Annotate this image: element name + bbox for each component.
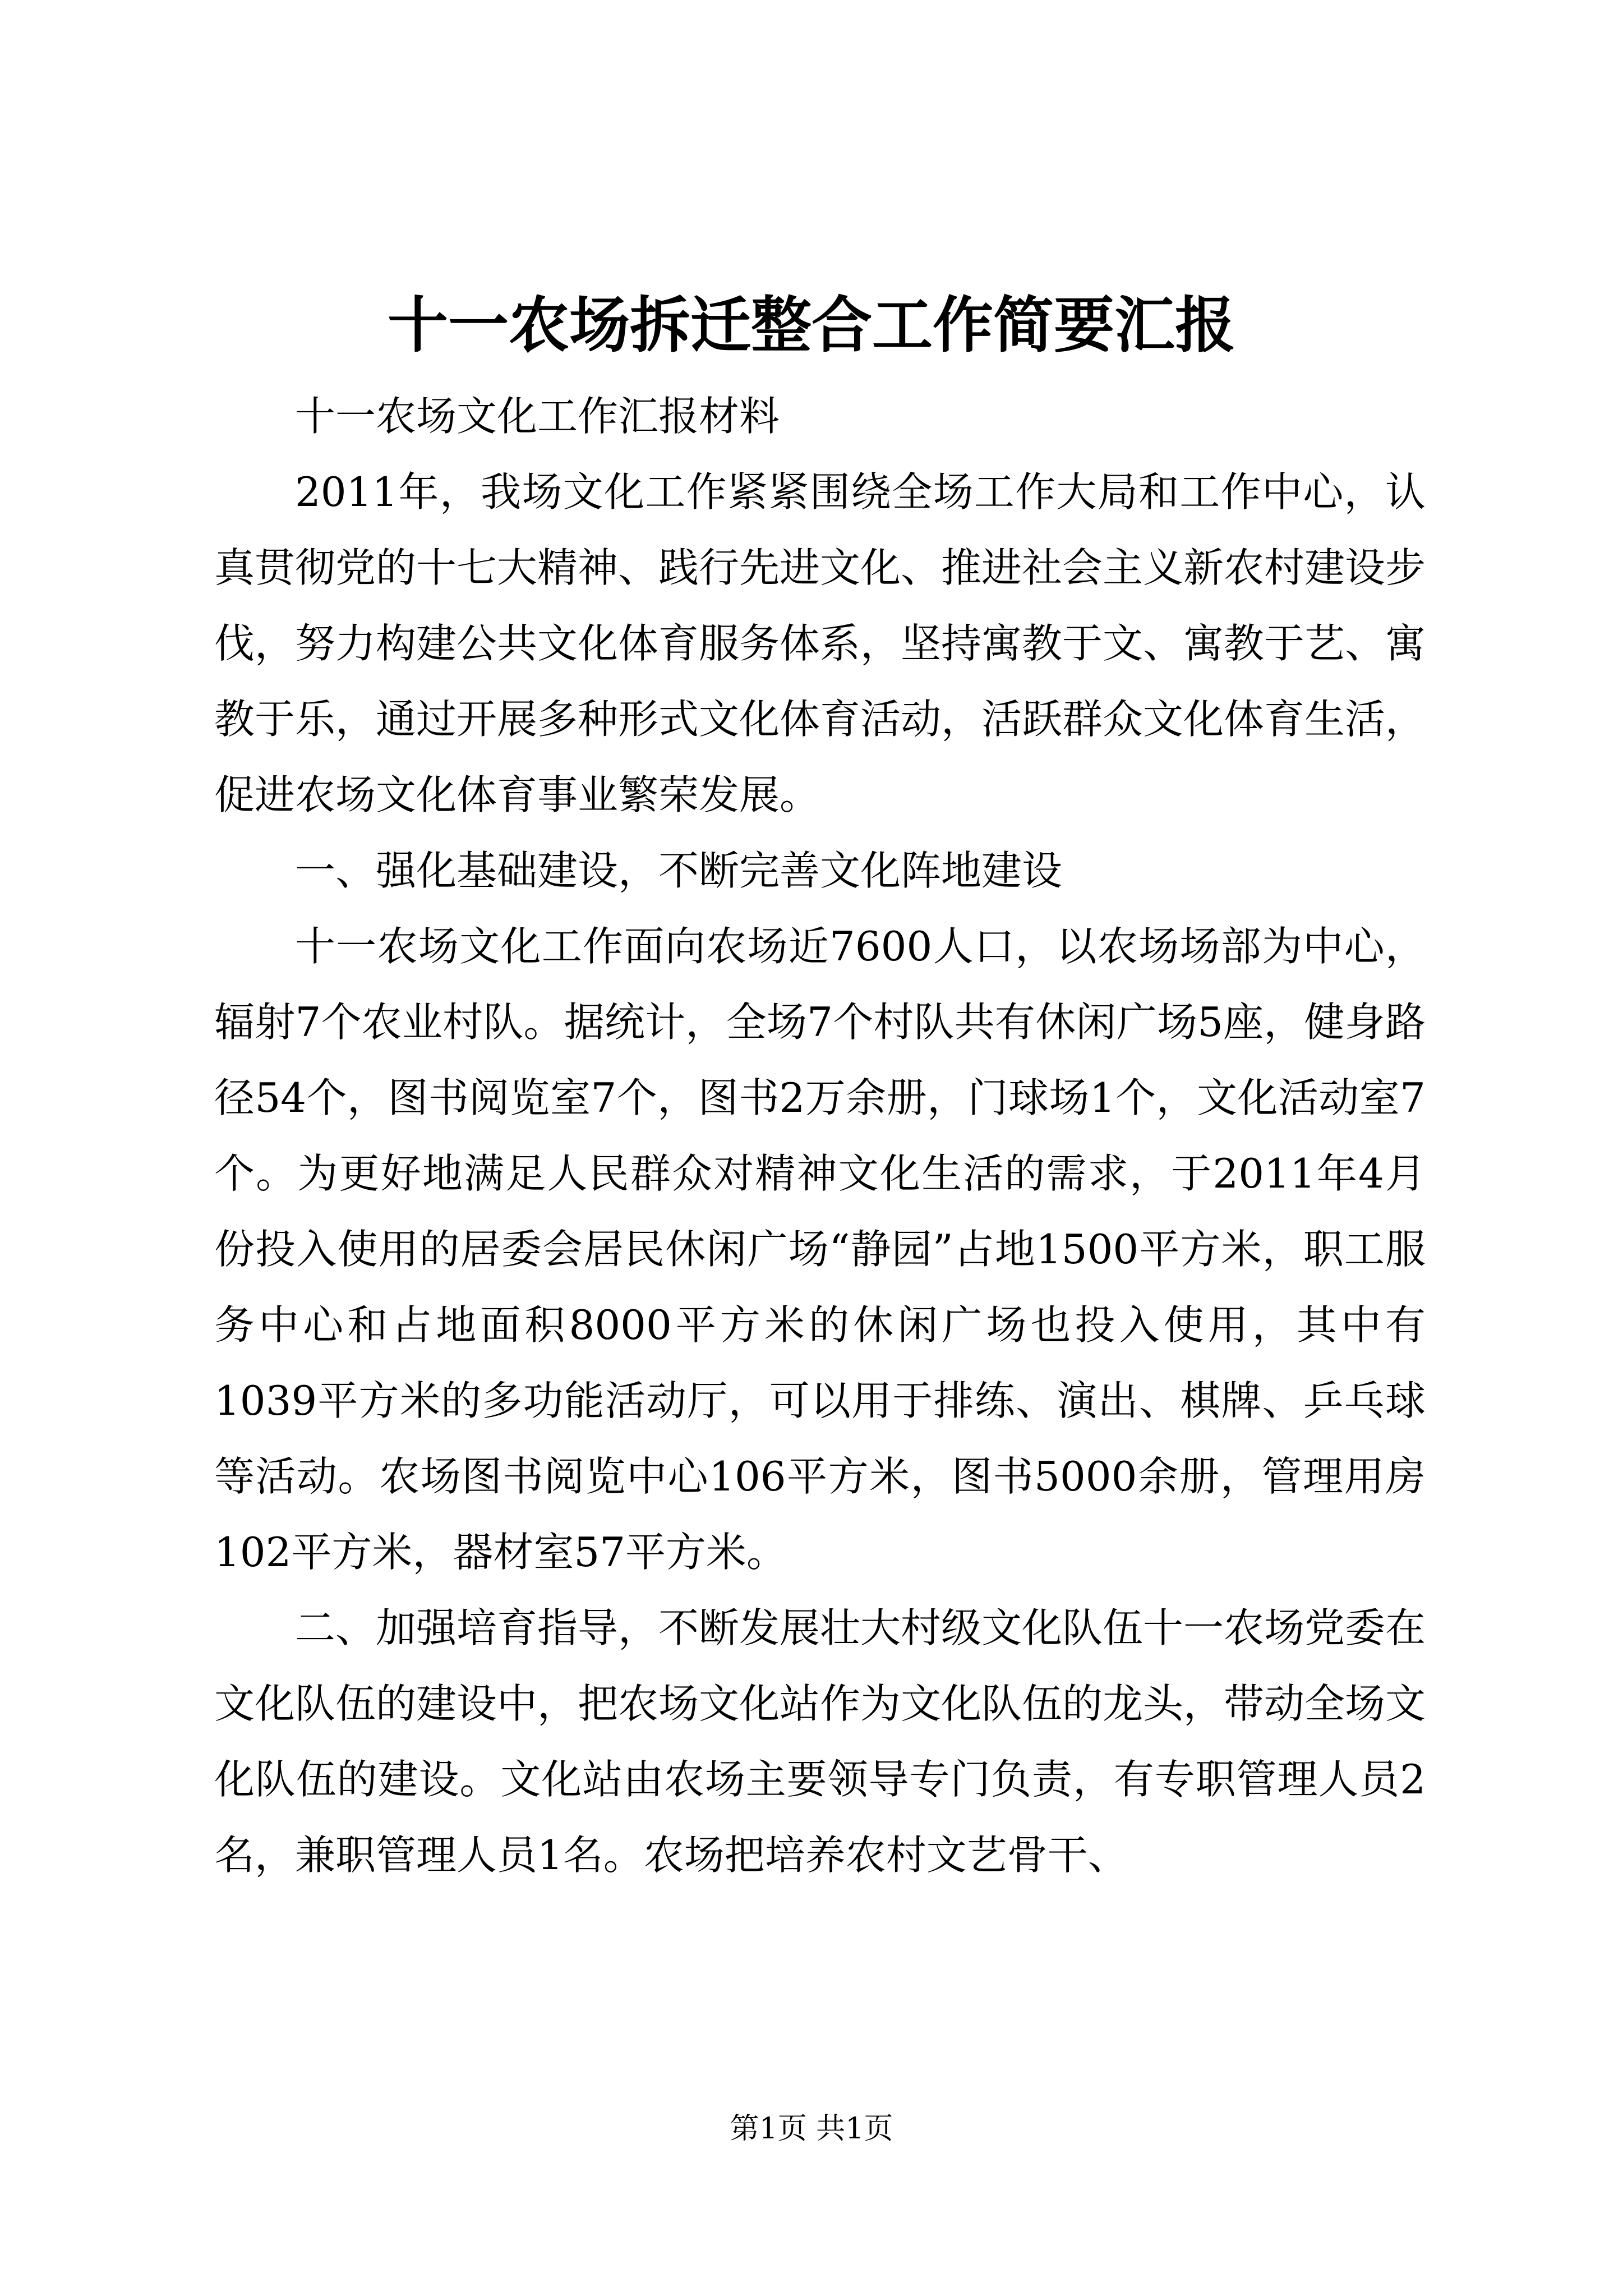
paragraph-intro: 2011年，我场文化工作紧紧围绕全场工作大局和工作中心，认真贯彻党的十七大精神、践行先进文化、推进社会主义新农村建设步伐，努力构建公共文化体育服务体系，坚持寓教于文、寓教于艺、寓教于乐，通过开展多种形式文化体育活动，活跃群众文化体育生活，促进农场文化体育事业繁荣发展。 (214, 468, 1426, 818)
document-title: 十一农场拆迁整合工作简要汇报 (387, 290, 1235, 361)
paragraph-subtitle: 十一农场文化工作汇报材料 (295, 393, 780, 440)
paragraph-section-1: 十一农场文化工作面向农场近7600人口，以农场场部为中心，辐射7个农业村队。据统计，全场7个村队共有休闲广场5座，健身路径54个，图书阅览室7个，图书2万余册，门球场1个，文化活动室7个。为更好地满足人民群众对精神文化生活的需求，于2011年4月份投入使用的居委会居民休闲广场“静园”占地1500平方米，职工服务中心和占地面积8000平方米的休闲广场也投入使用，其中有1039平方米的多功能活动厅，可以用于排练、演出、棋牌、乒乓球等活动。农场图书阅览中心106平方米，图书5000余册，管理用房102平方米，器材室57平方米。 (214, 923, 1426, 1576)
page-footer: 第1页 共1页 (730, 2112, 893, 2146)
document-body (214, 379, 1426, 1893)
paragraph-section-2: 二、加强培育指导，不断发展壮大村级文化队伍十一农场党委在文化队伍的建设中，把农场文化站作为文化队伍的龙头，带动全场文化队伍的建设。文化站由农场主要领导专门负责，有专职管理人员2名，兼职管理人员1名。农场把培养农村文艺骨干、 (214, 1604, 1426, 1879)
section-heading-1: 一、强化基础建设，不断完善文化阵地建设 (295, 847, 1063, 894)
